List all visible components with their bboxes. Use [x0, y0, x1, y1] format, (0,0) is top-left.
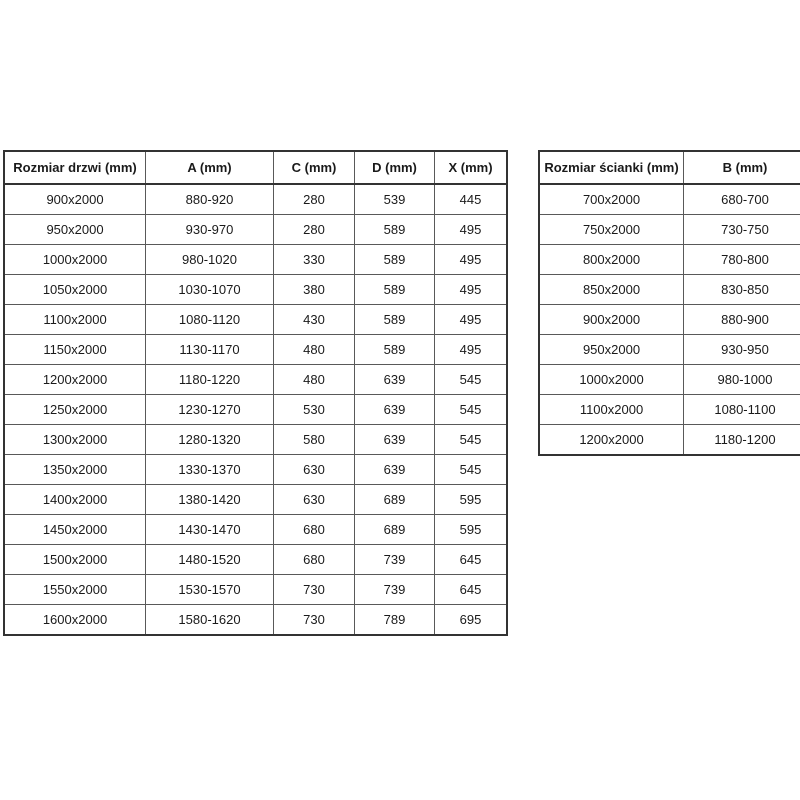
- table-row: [4, 184, 507, 215]
- table-cell: 1430-1470: [146, 515, 274, 545]
- table-row: [539, 184, 800, 215]
- table-cell: 739: [355, 545, 435, 575]
- table-cell: 880-920: [146, 184, 274, 215]
- table-cell: 1000x2000: [4, 245, 146, 275]
- column-header: D (mm): [355, 151, 435, 184]
- table-cell: 1080-1120: [146, 305, 274, 335]
- table-cell: 645: [435, 545, 508, 575]
- column-header: C (mm): [274, 151, 355, 184]
- table-cell: 695: [435, 605, 508, 636]
- header-row: [539, 151, 800, 184]
- table-row: [539, 275, 800, 305]
- table-cell: 430: [274, 305, 355, 335]
- table-row: [539, 365, 800, 395]
- table-cell: 495: [435, 215, 508, 245]
- column-header: B (mm): [684, 151, 800, 184]
- table-row: [4, 275, 507, 305]
- table-row: [4, 425, 507, 455]
- table-cell: 1230-1270: [146, 395, 274, 425]
- table-row: [539, 335, 800, 365]
- table-cell: 739: [355, 575, 435, 605]
- table-row: [4, 215, 507, 245]
- column-header: A (mm): [146, 151, 274, 184]
- table-cell: 1400x2000: [4, 485, 146, 515]
- table-cell: 589: [355, 215, 435, 245]
- table-cell: 980-1000: [684, 365, 800, 395]
- table-cell: 645: [435, 575, 508, 605]
- table-cell: 1100x2000: [539, 395, 684, 425]
- table-cell: 530: [274, 395, 355, 425]
- table-cell: 539: [355, 184, 435, 215]
- table-cell: 1550x2000: [4, 575, 146, 605]
- table-cell: 1530-1570: [146, 575, 274, 605]
- table-cell: 680: [274, 545, 355, 575]
- table-cell: 850x2000: [539, 275, 684, 305]
- table-cell: 1500x2000: [4, 545, 146, 575]
- table-cell: 1280-1320: [146, 425, 274, 455]
- table-cell: 545: [435, 365, 508, 395]
- wall-size-table: [538, 150, 800, 456]
- header-row: [4, 151, 507, 184]
- table-cell: 700x2000: [539, 184, 684, 215]
- table-cell: 900x2000: [539, 305, 684, 335]
- column-header: Rozmiar ścianki (mm): [539, 151, 684, 184]
- table-cell: 1000x2000: [539, 365, 684, 395]
- table-cell: 630: [274, 485, 355, 515]
- table-cell: 1250x2000: [4, 395, 146, 425]
- table-cell: 280: [274, 215, 355, 245]
- table-cell: 580: [274, 425, 355, 455]
- table-cell: 589: [355, 305, 435, 335]
- door-size-table: [3, 150, 508, 636]
- table-cell: 595: [435, 515, 508, 545]
- table-cell: 589: [355, 275, 435, 305]
- table-cell: 1480-1520: [146, 545, 274, 575]
- table-cell: 1130-1170: [146, 335, 274, 365]
- table-cell: 930-950: [684, 335, 800, 365]
- table-row: [4, 545, 507, 575]
- table-cell: 1600x2000: [4, 605, 146, 636]
- table-cell: 730: [274, 575, 355, 605]
- table-cell: 1350x2000: [4, 455, 146, 485]
- table-cell: 1080-1100: [684, 395, 800, 425]
- column-header: X (mm): [435, 151, 508, 184]
- table-cell: 1330-1370: [146, 455, 274, 485]
- table-cell: 1300x2000: [4, 425, 146, 455]
- table-cell: 589: [355, 335, 435, 365]
- table-cell: 1200x2000: [539, 425, 684, 456]
- table-cell: 639: [355, 395, 435, 425]
- table-cell: 495: [435, 305, 508, 335]
- table-cell: 1580-1620: [146, 605, 274, 636]
- table-cell: 1380-1420: [146, 485, 274, 515]
- table-cell: 930-970: [146, 215, 274, 245]
- table-cell: 639: [355, 425, 435, 455]
- table-cell: 495: [435, 245, 508, 275]
- table-row: [539, 395, 800, 425]
- door-size-table-body: [4, 184, 507, 635]
- table-cell: 630: [274, 455, 355, 485]
- table-cell: 380: [274, 275, 355, 305]
- table-cell: 880-900: [684, 305, 800, 335]
- table-cell: 1100x2000: [4, 305, 146, 335]
- table-cell: 680: [274, 515, 355, 545]
- table-cell: 900x2000: [4, 184, 146, 215]
- table-cell: 1150x2000: [4, 335, 146, 365]
- table-cell: 950x2000: [4, 215, 146, 245]
- table-cell: 689: [355, 515, 435, 545]
- table-row: [4, 575, 507, 605]
- table-cell: 730-750: [684, 215, 800, 245]
- table-row: [4, 485, 507, 515]
- table-cell: 330: [274, 245, 355, 275]
- table-row: [4, 335, 507, 365]
- table-cell: 495: [435, 335, 508, 365]
- table-row: [539, 425, 800, 456]
- table-row: [4, 455, 507, 485]
- table-cell: 480: [274, 365, 355, 395]
- table-cell: 830-850: [684, 275, 800, 305]
- table-row: [4, 305, 507, 335]
- wall-size-table-head: [539, 151, 800, 184]
- table-cell: 800x2000: [539, 245, 684, 275]
- table-row: [539, 215, 800, 245]
- table-cell: 1050x2000: [4, 275, 146, 305]
- table-cell: 950x2000: [539, 335, 684, 365]
- table-cell: 680-700: [684, 184, 800, 215]
- table-row: [539, 245, 800, 275]
- table-cell: 495: [435, 275, 508, 305]
- table-cell: 545: [435, 395, 508, 425]
- table-cell: 639: [355, 365, 435, 395]
- table-cell: 595: [435, 485, 508, 515]
- table-cell: 1200x2000: [4, 365, 146, 395]
- table-row: [4, 515, 507, 545]
- table-row: [4, 365, 507, 395]
- table-row: [4, 605, 507, 636]
- table-cell: 1180-1200: [684, 425, 800, 456]
- table-cell: 750x2000: [539, 215, 684, 245]
- table-cell: 1180-1220: [146, 365, 274, 395]
- table-cell: 789: [355, 605, 435, 636]
- table-cell: 980-1020: [146, 245, 274, 275]
- table-cell: 280: [274, 184, 355, 215]
- table-cell: 545: [435, 425, 508, 455]
- column-header: Rozmiar drzwi (mm): [4, 151, 146, 184]
- table-cell: 589: [355, 245, 435, 275]
- table-cell: 1450x2000: [4, 515, 146, 545]
- table-cell: 689: [355, 485, 435, 515]
- table-cell: 639: [355, 455, 435, 485]
- table-row: [539, 305, 800, 335]
- table-cell: 780-800: [684, 245, 800, 275]
- table-cell: 445: [435, 184, 508, 215]
- wall-size-table-body: [539, 184, 800, 455]
- door-size-table-head: [4, 151, 507, 184]
- table-row: [4, 395, 507, 425]
- table-cell: 480: [274, 335, 355, 365]
- table-cell: 545: [435, 455, 508, 485]
- table-cell: 730: [274, 605, 355, 636]
- table-row: [4, 245, 507, 275]
- table-cell: 1030-1070: [146, 275, 274, 305]
